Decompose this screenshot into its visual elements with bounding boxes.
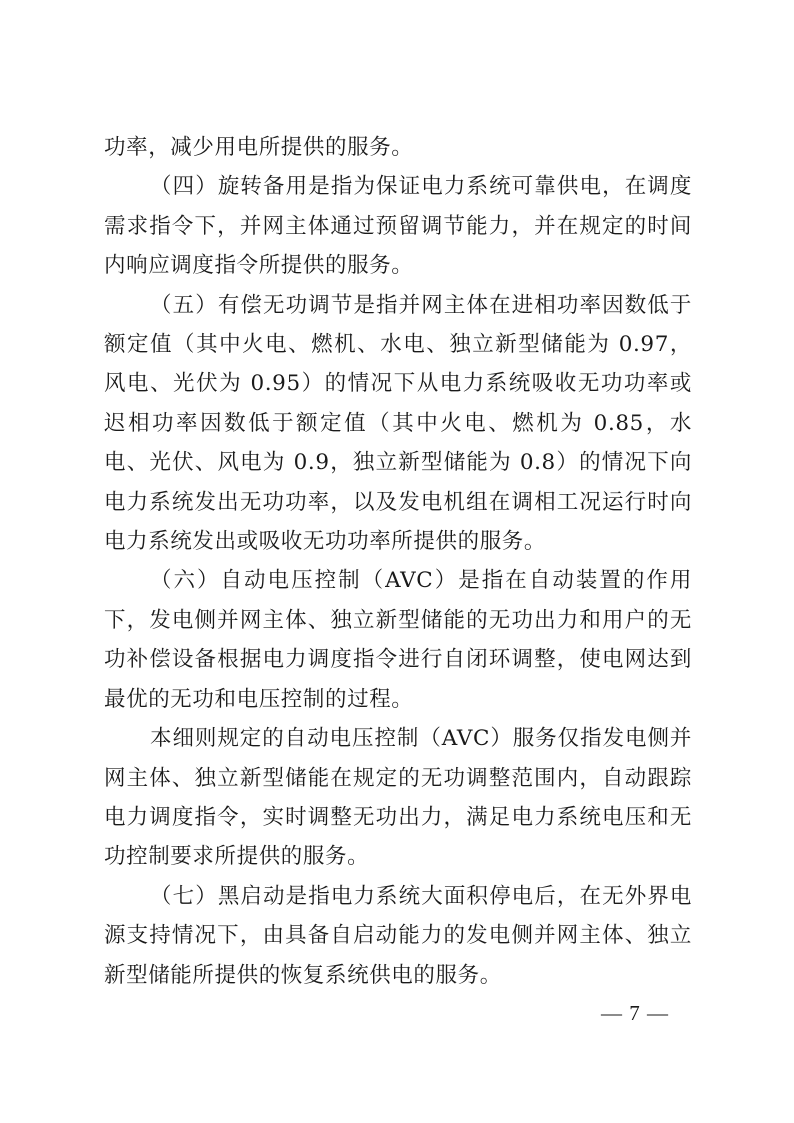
paragraph-avc-scope: 本细则规定的自动电压控制（AVC）服务仅指发电侧并网主体、独立新型储能在规定的无功调整范围内，自动跟踪电力调度指令，实时调整无功出力，满足电力系统电压和无功控制要求所提供的服务。 (104, 726, 692, 870)
paragraph-continuation: 功率，减少用电所提供的服务。 (104, 135, 414, 160)
paragraph-avc-definition: （六）自动电压控制（AVC）是指在自动装置的作用下，发电侧并网主体、独立新型储能的无功出力和用户的无功补偿设备根据电力调度指令进行自闭环调整，使电网达到最优的无功和电压控制的过程。 (104, 568, 692, 712)
paragraph-black-start: （七）黑启动是指电力系统大面积停电后，在无外界电源支持情况下，由具备自启动能力的发电侧并网主体、独立新型储能所提供的恢复系统供电的服务。 (104, 883, 692, 988)
page-number: — 7 — (601, 1001, 669, 1025)
document-body (104, 128, 692, 995)
paragraph-paid-reactive-regulation: （五）有偿无功调节是指并网主体在进相功率因数低于额定值（其中火电、燃机、水电、独立新型储能为 0.97，风电、光伏为 0.95）的情况下从电力系统吸收无功功率或迟相功率因数低于额定值（其中火电、燃机为 0.85，水电、光伏、风电为 0.9，独立新型储能为 0.8）的情况下向电力系统发出无功功率，以及发电机组在调相工况运行时向电力系统发出或吸收无功功率所提供的服务。 (104, 292, 692, 555)
paragraph-spinning-reserve: （四）旋转备用是指为保证电力系统可靠供电，在调度需求指令下，并网主体通过预留调节能力，并在规定的时间内响应调度指令所提供的服务。 (104, 174, 692, 279)
